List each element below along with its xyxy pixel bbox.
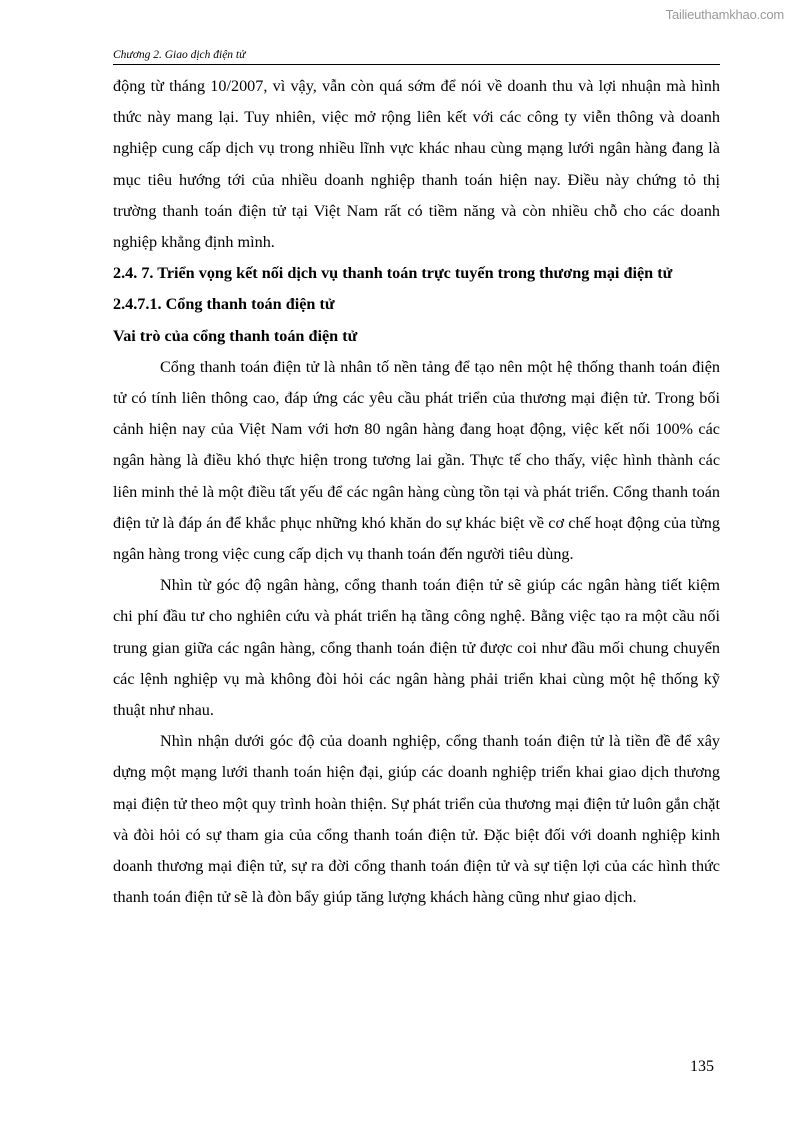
subsection-heading-2-4-7-1: 2.4.7.1. Cổng thanh toán điện tử bbox=[113, 295, 335, 314]
page-body bbox=[113, 71, 720, 913]
paragraph-gateway-role: Cổng thanh toán điện tử là nhân tố nền tảng để tạo nên một hệ thống thanh toán điện tử có tính liên thông cao, đáp ứng các yêu cầu phát triển của thương mại điện tử. Trong bối cảnh hiện nay của Việt Nam với hơn 80 ngân hàng đang hoạt động, việc kết nối 100% các ngân hàng là điều khó thực hiện trong tương lai gần. Thực tế cho thấy, việc hình thành các liên minh thẻ là một điều tất yếu để các ngân hàng cùng tồn tại và phát triển. Cổng thanh toán điện tử là đáp án để khắc phục những khó khăn do sự khác biệt về cơ chế hoạt động của từng ngân hàng trong việc cung cấp dịch vụ thanh toán đến người tiêu dùng. bbox=[113, 357, 720, 564]
paragraph-bank-perspective: Nhìn từ góc độ ngân hàng, cổng thanh toán điện tử sẽ giúp các ngân hàng tiết kiệm chi phí đầu tư cho nghiên cứu và phát triển hạ tầng công nghệ. Bằng việc tạo ra một cầu nối trung gian giữa các ngân hàng, cổng thanh toán điện tử được coi như đầu mối chung chuyển các lệnh nghiệp vụ mà không đòi hỏi các ngân hàng phải triển khai cùng một hệ thống kỹ thuật như nhau. bbox=[113, 576, 720, 720]
paragraph-continuation: động từ tháng 10/2007, vì vậy, vẫn còn quá sớm để nói về doanh thu và lợi nhuận mà hình thức này mang lại. Tuy nhiên, việc mở rộng liên kết với các công ty viễn thông và doanh nghiệp cung cấp dịch vụ trong nhiều lĩnh vực khác nhau cùng mạng lưới ngân hàng đang là mục tiêu hướng tới của nhiều doanh nghiệp thanh toán hiện nay. Điều này chứng tỏ thị trường thanh toán điện tử tại Việt Nam rất có tiềm năng và còn nhiều chỗ cho các doanh nghiệp khẳng định mình. bbox=[113, 77, 720, 252]
paragraph-business-perspective: Nhìn nhận dưới góc độ của doanh nghiệp, cổng thanh toán điện tử là tiền đề để xây dựng một mạng lưới thanh toán hiện đại, giúp các doanh nghiệp triển khai giao dịch thương mại điện tử theo một quy trình hoàn thiện. Sự phát triển của thương mại điện tử luôn gắn chặt và đòi hỏi có sự tham gia của cổng thanh toán điện tử. Đặc biệt đối với doanh nghiệp kinh doanh thương mại điện tử, sự ra đời cổng thanh toán điện tử và sự tiện lợi của các hình thức thanh toán điện tử sẽ là đòn bẩy giúp tăng lượng khách hàng cũng như giao dịch. bbox=[113, 732, 720, 907]
topic-heading-role: Vai trò của cổng thanh toán điện tử bbox=[113, 326, 358, 345]
watermark: Tailieuthamkhao.com bbox=[665, 7, 784, 22]
running-header: Chương 2. Giao dịch điện tử bbox=[113, 48, 720, 65]
section-heading-2-4-7: 2.4. 7. Triển vọng kết nối dịch vụ thanh toán trực tuyến trong thương mại điện tử bbox=[113, 264, 673, 283]
page-number: 135 bbox=[690, 1058, 714, 1075]
